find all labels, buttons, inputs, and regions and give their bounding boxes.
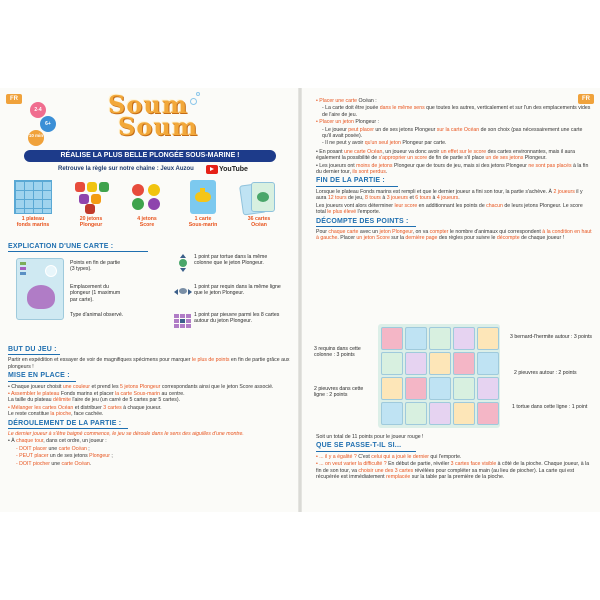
card-explanation-title: EXPLICATION D'UNE CARTE : [8, 243, 148, 252]
grid-card [453, 327, 475, 350]
left-page [0, 88, 298, 512]
count-title: DÉCOMPTE DES POINTS : [316, 219, 416, 227]
grid-card [477, 352, 499, 375]
difficulty-text: • ... on veut varier la difficulté ? En début de partie, révéler 3 cartes face visible à côté de la pioche. Chaque joueur, à la fin de son tour, va choisir une des 3 cartes révélées pour compléter sa main (au lieu de piocher). La carte qui est récupérée est immédiatement remplacée sur la table par la première de la pioche. [316, 461, 590, 481]
component-board: 1 plateau fonds marins [8, 180, 58, 228]
component-submarine-card: 1 carte Sous-marin [178, 180, 228, 228]
animal-type-label: Type d'animal observé. [70, 312, 124, 318]
annotation-hermit-crabs: 3 bernard-l'hermite autour : 3 points [510, 334, 593, 340]
grid-card [405, 352, 427, 375]
tokens-paragraph: • Les joueurs ont moins de jetons Plongeur que de tours de jeu, mais si des jetons Plongeur ne sont pas placés à la fin du dernier tour, ils sont perdus. [316, 162, 589, 176]
scoring-example-grid [378, 324, 500, 428]
points-label: Points en fin de partie (3 types). [70, 260, 121, 273]
submarine-icon [190, 180, 216, 214]
grid-card [477, 327, 499, 350]
bubble-icon [196, 92, 200, 96]
grid-card [453, 352, 475, 375]
score-tokens-icon [130, 180, 164, 214]
setup-bullet-1: • Chaque joueur choisit une couleur et prend les 5 jetons Plongeur correspondants ainsi que le jeton Score associé. [8, 383, 274, 390]
flow-intro: Le dernier joueur à s'être baigné commence, le jeu se déroule dans le sens des aiguilles d'une montre. [8, 431, 244, 438]
component-diver-tokens: 20 jetons Plongeur [66, 180, 116, 228]
flow-step-3: - DOIT piocher une carte Océan. [16, 460, 92, 467]
grid-card [429, 327, 451, 350]
grid-card [429, 352, 451, 375]
components-list [8, 180, 290, 236]
octopus-icon [27, 285, 55, 309]
points-icons [20, 262, 30, 282]
diver-slot-icon [45, 265, 57, 277]
sample-card [16, 258, 64, 320]
end-title: FIN DE LA PARTIE : [316, 178, 398, 186]
octopus-around-icon [174, 314, 192, 328]
right-page [302, 88, 600, 512]
game-logo [104, 92, 208, 144]
end-text-2: Les joueurs vont alors déterminer leur score en additionnant les points de chacun de leurs jetons Plongeur. Le score total le plus élevé l'emporte. [316, 202, 583, 216]
setup-title: MISE EN PLACE : [8, 373, 76, 381]
flow-step-1: - DOIT placer une carte Océan ; [16, 445, 90, 452]
shark-row-icon [174, 286, 192, 296]
rule-octopus: 1 point par pieuvre parmi les 8 cartes autour du jeton Plongeur. [194, 312, 280, 325]
setup-bullet-3: • Mélanger les cartes Océan et distribuer 3 cartes à chaque joueur. Le reste constitue la pioche, face cachée. [8, 404, 162, 418]
card-explanation [8, 240, 290, 344]
board-icon [14, 180, 52, 214]
place-diver-rule-1: - Le joueur peut placer un de ses jetons Plongeur sur la carte Océan de son choix (pas nécessairement une carte qu'il avait posée). [322, 126, 583, 140]
annotation-octopus-row: 2 pieuvres dans cette ligne : 2 points [314, 386, 364, 399]
players-icon: 2-4 [30, 102, 46, 118]
left-body [8, 344, 292, 468]
tagline-banner: RÉALISE LA PLUS BELLE PLONGÉE SOUS-MARINE ! [24, 150, 276, 162]
setup-bullet-2: • Assembler le plateau Fonds marins et placer la carte Sous-marin au centre. La taille du plateau délimite l'aire de jeu (un carré de 5 cartes par 5 cartes). [8, 391, 185, 404]
flow-turn: • À chaque tour, dans cet ordre, un joueur : [8, 438, 107, 445]
grid-card [381, 377, 403, 400]
goal-title: BUT DU JEU : [8, 347, 60, 355]
annotation-sharks: 3 requins dans cette colonne : 3 points [314, 346, 361, 359]
effect-paragraph: • En posant une carte Océan, un joueur va donc avoir un effet sur le score des cartes environnantes, mais il aura également la possibilité de s'approprier un score de fin de partie s'il place un de ses jetons Plongeur. [316, 148, 575, 162]
flow-step-2: - PEUT placer un de ses jetons Plongeur ; [16, 453, 113, 460]
grid-card [381, 402, 403, 425]
grid-card [453, 402, 475, 425]
annotation-turtle: 1 tortue dans cette ligne : 1 point [512, 404, 588, 410]
turtle-column-icon [176, 254, 190, 276]
annotation-octopus-around: 2 pieuvres autour : 2 points [514, 370, 577, 376]
grid-card [381, 352, 403, 375]
rulebook-spread [0, 88, 600, 512]
grid-card [477, 402, 499, 425]
grid-card [429, 402, 451, 425]
count-text: Pour chaque carte avec un jeton Plongeur, on va compter le nombre d'animaux qui correspondent à la condition en haut à gauche. Placer un jeton Score sur la dernière page des règles pour suivre le décompte de chaque joueur ! [316, 228, 592, 242]
place-card-heading: • Placer une carte Océan : [316, 98, 377, 104]
age-icon: 6+ [40, 116, 56, 132]
language-tag: FR [6, 94, 22, 104]
place-card-rule: - La carte doit être jouée dans le même sens que toutes les autres, verticalement et sur l'un des emplacements vides de l'aire de jeu. [322, 105, 591, 118]
logo-line2: Soum [118, 112, 199, 141]
ocean-cards-icon [239, 180, 279, 214]
grid-card [405, 377, 427, 400]
grid-card [405, 327, 427, 350]
grid-card [405, 402, 427, 425]
logo-line1: Soum [108, 90, 189, 119]
place-diver-rule-2: - Il ne peut y avoir qu'un seul jeton Plongeur par carte. [322, 140, 447, 147]
what-if-title: QUE SE PASSE-T-IL SI... [316, 443, 416, 451]
component-ocean-cards: 36 cartes Océan [234, 180, 284, 228]
right-body-top [316, 98, 592, 243]
bubble-icon [190, 98, 197, 105]
place-diver-heading: • Placer un jeton Plongeur : [316, 119, 379, 126]
flow-title: DÉROULEMENT DE LA PARTIE : [8, 421, 128, 429]
diver-slot-label: Emplacement du plongeur (1 maximum par carte). [70, 284, 121, 303]
language-tag: FR [578, 94, 594, 104]
youtube-label: YouTube [219, 165, 248, 173]
grid-card [381, 327, 403, 350]
youtube-play-icon [206, 165, 218, 174]
rule-shark: 1 point par requin dans la même ligne que le jeton Plongeur. [194, 284, 281, 297]
rule-turtle: 1 point par tortue dans la même colonne que le jeton Plongeur. [194, 254, 268, 267]
grid-card [453, 377, 475, 400]
grid-card [477, 377, 499, 400]
grid-card [429, 377, 451, 400]
end-text-1: Lorsque le plateau Fonds marins est rempli et que le dernier joueur a fini son tour, la partie s'achève. À 2 joueurs il y aura 12 tours de jeu, 8 tours à 3 joueurs et 6 tours à 4 joueurs. [316, 188, 583, 202]
youtube-logo [206, 164, 248, 174]
component-score-tokens: 4 jetons Score [122, 180, 172, 228]
tie-text: • ... il y a égalité ? C'est celui qui a joué le dernier qui l'emporte. [316, 453, 462, 460]
total-text: Soit un total de 11 points pour le joueur rouge ! [316, 434, 424, 440]
diver-tokens-icon [73, 180, 109, 214]
duration-icon: 10 min [28, 130, 44, 146]
right-body-bottom [316, 434, 592, 481]
channel-text: Retrouve la règle sur notre chaîne : Jeux Auzou [58, 166, 194, 172]
game-info-icons [28, 96, 62, 146]
goal-text: Partir en expédition et essayer de voir de magnifiques spécimens pour marquer le plus de points en fin de partie grâce aux plongeurs ! [8, 357, 290, 370]
